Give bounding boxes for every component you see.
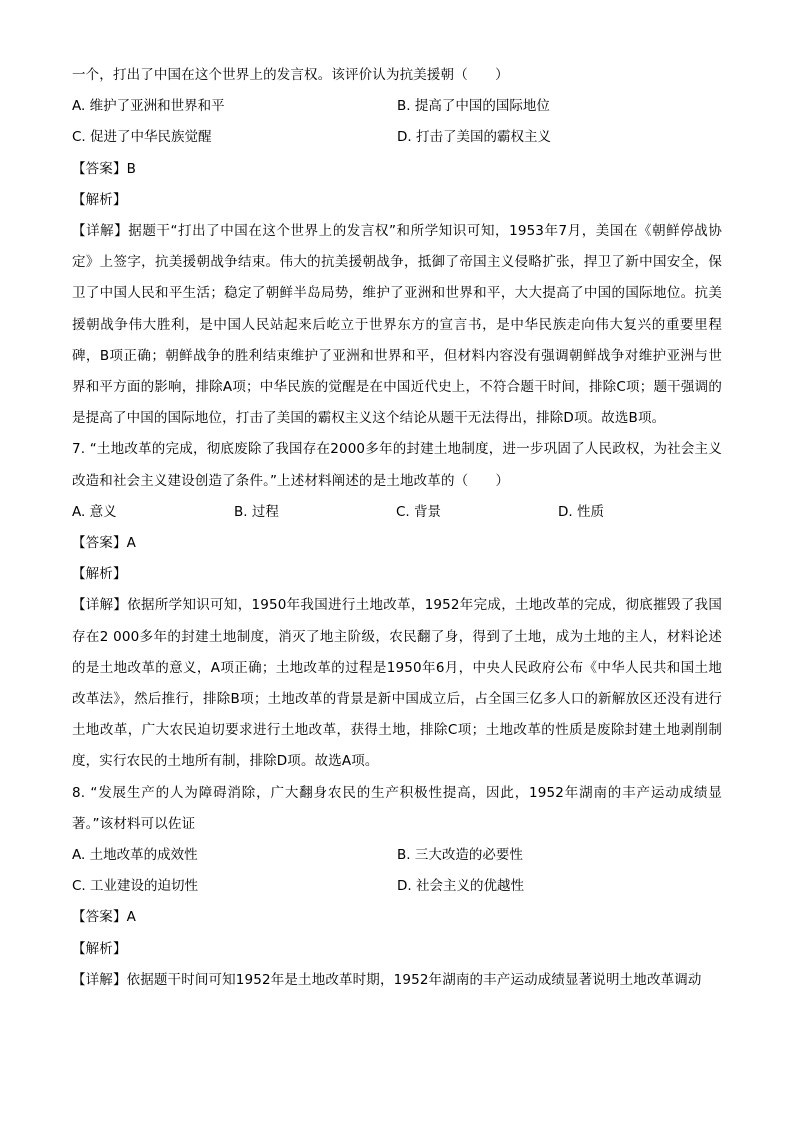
question-7-detail: 【详解】依据所学知识可知，1950年我国进行土地改革，1952年完成，土地改革的完成，彻底摧毁了我国存在2 000多年的封建土地制度，消灭了地主阶级，农民翻了身，得到了土地，成为土地的主人，材料论述的是土地改革的意义，A项正确；土地改革的过程是1950年6月，中央人民政府公布《中华人民共和国土地改革法》，然后推行，排除B项；土地改革的背景是新中国成立后，占全国三亿多人口的新解放区还没有进行土地改革，广大农民迫切要求进行土地改革，获得土地，排除C项；土地改革的性质是废除封建土地剥削制度，实行农民的土地所有制，排除D项。故选A项。 xyxy=(72,597,722,770)
question-6-options-row-1 xyxy=(72,91,722,122)
option-d: D. 打击了美国的霸权主义 xyxy=(397,129,551,146)
option-c: C. 促进了中华民族觉醒 xyxy=(72,129,212,146)
option-d: D. 性质 xyxy=(558,503,604,520)
option-a: A. 土地改革的成效性 xyxy=(72,846,198,863)
question-7-options xyxy=(72,497,722,528)
option-d: D. 社会主义的优越性 xyxy=(397,878,524,895)
question-6-detail: 【详解】据题干“打出了中国在这个世界上的发言权”和所学知识可知，1953年7月，美国在《朝鲜停战协定》上签字，抗美援朝战争结束。伟大的抗美援朝战争，抵御了帝国主义侵略扩张，捍卫了新中国安全，保卫了中国人民和平生活；稳定了朝鲜半岛局势，维护了亚洲和世界和平，大大提高了中国的国际地位。抗美援朝战争伟大胜利，是中国人民站起来后屹立于世界东方的宣言书，是中华民族走向伟大复兴的重要里程碑，B项正确；朝鲜战争的胜利结束维护了亚洲和世界和平，但材料内容没有强调朝鲜战争对维护亚洲与世界和平方面的影响，排除A项；中华民族的觉醒是在中国近代史上，不符合题干时间，排除C项；题干强调的是提高了中国的国际地位，打击了美国的霸权主义这个结论从题干无法得出，排除D项。故选B项。 xyxy=(72,222,722,427)
exam-page xyxy=(72,60,722,996)
answer-label: 【答案】A xyxy=(72,909,136,926)
analysis-label: 【解析】 xyxy=(72,191,127,208)
answer-label: 【答案】B xyxy=(72,160,137,177)
question-6-options-row-2 xyxy=(72,122,722,153)
question-6-stem: 一个，打出了中国在这个世界上的发言权。该评价认为抗美援朝（ ） xyxy=(72,67,509,83)
option-c: C. 工业建设的迫切性 xyxy=(72,878,199,895)
question-8-options-row-2 xyxy=(72,871,722,902)
analysis-label: 【解析】 xyxy=(72,566,127,583)
option-b: B. 三大改造的必要性 xyxy=(397,846,523,863)
option-a: A. 维护了亚洲和世界和平 xyxy=(72,98,225,115)
question-8-options-row-1 xyxy=(72,840,722,871)
option-b: B. 过程 xyxy=(234,503,279,520)
question-8-detail: 【详解】依据题干时间可知1952年是土地改革时期，1952年湖南的丰产运动成绩显著说明土地改革调动 xyxy=(72,971,702,988)
option-c: C. 背景 xyxy=(396,503,442,520)
question-8-stem: 8. “发展生产的人为障碍消除，广大翻身农民的生产积极性提高，因此，1952年湖南的丰产运动成绩显著。”该材料可以佐证 xyxy=(72,784,722,832)
analysis-label: 【解析】 xyxy=(72,940,127,957)
question-7-stem: 7. “土地改革的完成，彻底废除了我国存在2000多年的封建土地制度，进一步巩固了人民政权，为社会主义改造和社会主义建设创造了条件。”上述材料阐述的是土地改革的（ ） xyxy=(72,441,722,489)
option-a: A. 意义 xyxy=(72,503,117,520)
option-b: B. 提高了中国的国际地位 xyxy=(397,98,550,115)
answer-label: 【答案】A xyxy=(72,534,136,551)
